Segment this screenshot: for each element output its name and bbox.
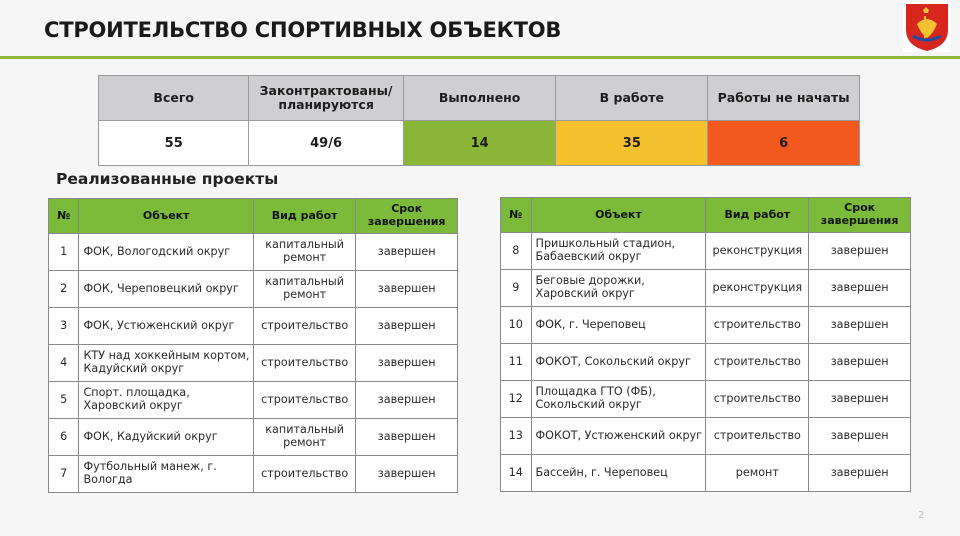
summary-header-in-progress: В работе (556, 76, 708, 121)
projects-table-right (500, 197, 911, 492)
section-subtitle: Реализованные проекты (56, 170, 279, 188)
summary-header-total: Всего (99, 76, 249, 121)
work-type: капитальный ремонт (253, 234, 355, 271)
work-type: строительство (706, 344, 809, 381)
deadline-status: завершен (356, 271, 458, 308)
deadline-status: завершен (809, 270, 911, 307)
row-number: 11 (501, 344, 532, 381)
work-type: строительство (253, 382, 355, 419)
table-row (501, 344, 911, 381)
table-row (501, 270, 911, 307)
summary-table (98, 75, 860, 166)
row-number: 4 (49, 345, 79, 382)
row-number: 12 (501, 381, 532, 418)
deadline-status: завершен (809, 455, 911, 492)
object-name: Площадка ГТО (ФБ), Сокольский округ (531, 381, 706, 418)
object-name: Беговые дорожки, Харовский округ (531, 270, 706, 307)
row-number: 9 (501, 270, 532, 307)
deadline-status: завершен (809, 344, 911, 381)
object-name: ФОКОТ, Устюженский округ (531, 418, 706, 455)
row-number: 7 (49, 456, 79, 493)
table-row (49, 456, 458, 493)
row-number: 2 (49, 271, 79, 308)
work-type: ремонт (706, 455, 809, 492)
work-type: строительство (253, 345, 355, 382)
deadline-status: завершен (356, 456, 458, 493)
summary-header-not-started: Работы не начаты (708, 76, 860, 121)
column-header-object: Объект (531, 198, 706, 233)
table-row (49, 345, 458, 382)
object-name: Футбольный манеж, г. Вологда (79, 456, 253, 493)
deadline-status: завершен (809, 233, 911, 270)
summary-header-done: Выполнено (403, 76, 556, 121)
row-number: 10 (501, 307, 532, 344)
object-name: Спорт. площадка, Харовский округ (79, 382, 253, 419)
table-row (501, 418, 911, 455)
row-number: 13 (501, 418, 532, 455)
table-row (501, 233, 911, 270)
table-row (49, 419, 458, 456)
page-number: 2 (918, 510, 925, 521)
object-name: ФОК, г. Череповец (531, 307, 706, 344)
table-row (49, 382, 458, 419)
object-name: ФОК, Череповецкий округ (79, 271, 253, 308)
summary-header-contracted: Законтрактованы/ планируются (249, 76, 403, 121)
page-title: СТРОИТЕЛЬСТВО СПОРТИВНЫХ ОБЪЕКТОВ (44, 18, 562, 42)
deadline-status: завершен (356, 419, 458, 456)
column-header-deadline: Срок завершения (809, 198, 911, 233)
column-header-work-type: Вид работ (253, 199, 355, 234)
work-type: капитальный ремонт (253, 419, 355, 456)
summary-value-done: 14 (403, 121, 556, 166)
row-number: 14 (501, 455, 532, 492)
column-header-num: № (501, 198, 532, 233)
table-row (501, 455, 911, 492)
object-name: ФОКОТ, Сокольский округ (531, 344, 706, 381)
summary-value-in-progress: 35 (556, 121, 708, 166)
row-number: 5 (49, 382, 79, 419)
object-name: Пришкольный стадион, Бабаевский округ (531, 233, 706, 270)
table-row (49, 271, 458, 308)
deadline-status: завершен (809, 307, 911, 344)
column-header-work-type: Вид работ (706, 198, 809, 233)
work-type: реконструкция (706, 233, 809, 270)
object-name: КТУ над хоккейным кортом, Кадуйский округ (79, 345, 253, 382)
table-row (49, 234, 458, 271)
row-number: 6 (49, 419, 79, 456)
row-number: 3 (49, 308, 79, 345)
work-type: капитальный ремонт (253, 271, 355, 308)
work-type: строительство (253, 308, 355, 345)
deadline-status: завершен (356, 234, 458, 271)
coat-of-arms-icon (903, 2, 951, 52)
object-name: ФОК, Кадуйский округ (79, 419, 253, 456)
deadline-status: завершен (356, 382, 458, 419)
column-header-deadline: Срок завершения (356, 199, 458, 234)
object-name: ФОК, Вологодский округ (79, 234, 253, 271)
work-type: реконструкция (706, 270, 809, 307)
table-row (501, 307, 911, 344)
projects-table-left (48, 198, 458, 493)
summary-value-not-started: 6 (708, 121, 860, 166)
column-header-object: Объект (79, 199, 253, 234)
object-name: Бассейн, г. Череповец (531, 455, 706, 492)
summary-value-contracted: 49/6 (249, 121, 403, 166)
row-number: 8 (501, 233, 532, 270)
deadline-status: завершен (356, 308, 458, 345)
deadline-status: завершен (356, 345, 458, 382)
summary-value-total: 55 (99, 121, 249, 166)
table-row (49, 308, 458, 345)
work-type: строительство (706, 381, 809, 418)
deadline-status: завершен (809, 381, 911, 418)
table-row (501, 381, 911, 418)
work-type: строительство (253, 456, 355, 493)
row-number: 1 (49, 234, 79, 271)
work-type: строительство (706, 418, 809, 455)
object-name: ФОК, Устюженский округ (79, 308, 253, 345)
title-divider (0, 56, 960, 59)
column-header-num: № (49, 199, 79, 234)
deadline-status: завершен (809, 418, 911, 455)
work-type: строительство (706, 307, 809, 344)
